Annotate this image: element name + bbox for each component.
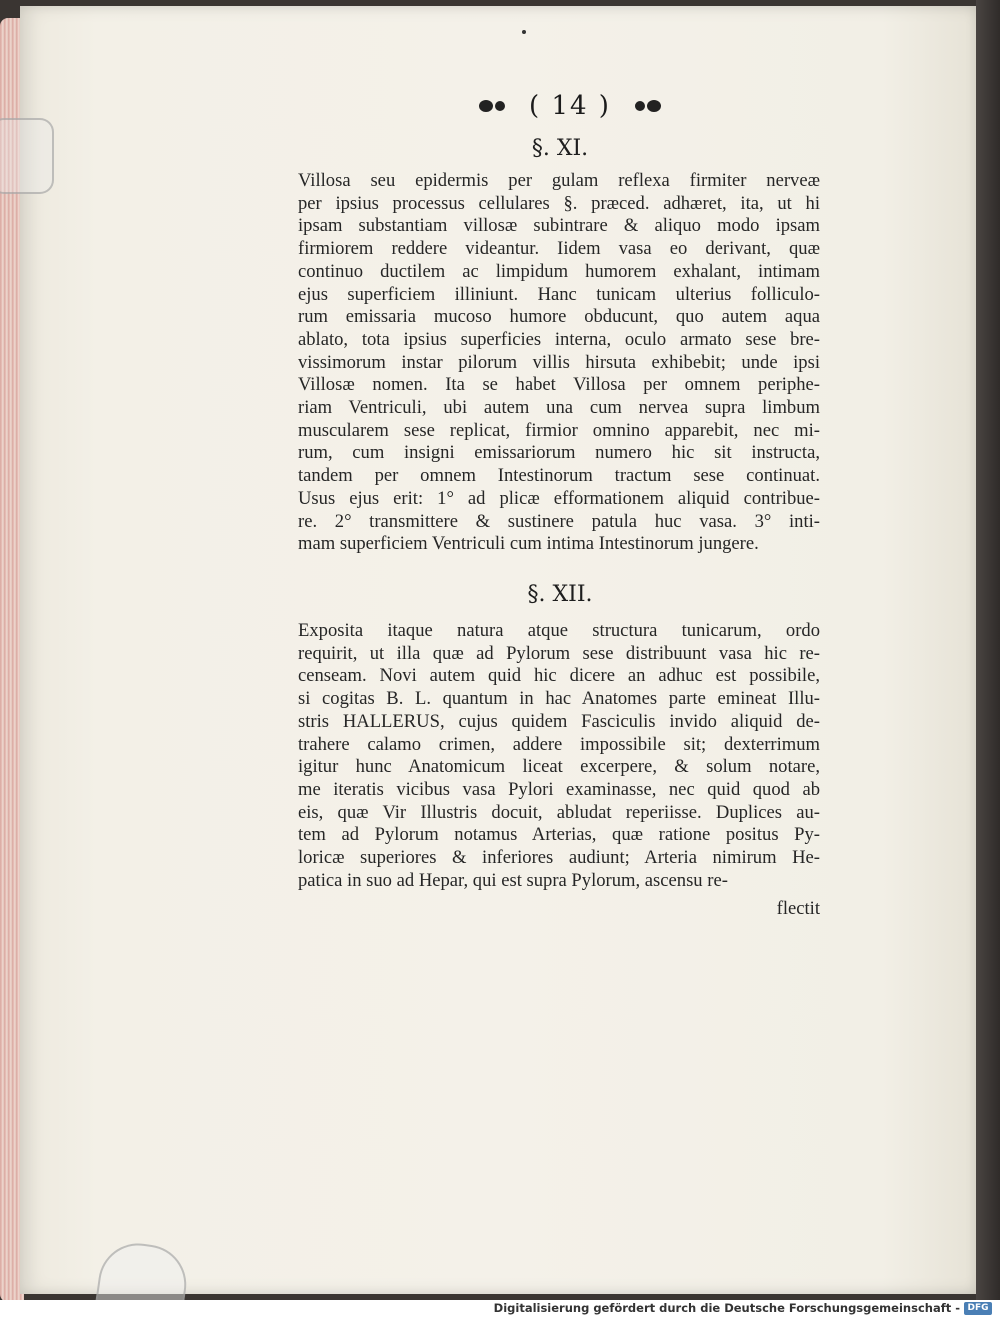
catchword: flectit [776, 898, 820, 919]
text-line: stris HALLERUS, cujus quidem Fasciculis invido aliquid de- [298, 710, 820, 732]
text-line: me iteratis vicibus vasa Pylori examinasse, nec quid quod ab [298, 778, 820, 800]
scan-border-right [976, 0, 1000, 1300]
text-line: Villosa seu epidermis per gulam reflexa firmiter nerveæ [298, 170, 820, 191]
text-line: ipsam substantiam villosæ subintrare & aliquo modo ipsam [298, 215, 820, 237]
text-line: rum, cum insigni emissariorum numero hic sit instructa, [298, 442, 820, 464]
text-line: per ipsius processus cellulares §. præced. adhæret, ita, ut hi [298, 192, 820, 214]
text-line: Usus ejus erit: 1° ad plicæ efformationem aliquid contribue- [298, 487, 820, 509]
text-line: eis, quæ Vir Illustris docuit, abludat reperiisse. Duplices au- [298, 801, 820, 823]
text-line: re. 2° transmittere & sustinere patula huc vasa. 3° inti- [298, 510, 820, 532]
text-line: trahere calamo crimen, addere impossibile sit; dexterrimum [298, 733, 820, 755]
page-header [440, 86, 700, 126]
text-line: patica in suo ad Hepar, qui est supra Pylorum, ascensu re- [298, 869, 728, 891]
text-line: Villosæ nomen. Ita se habet Villosa per omnem periphe- [298, 374, 820, 396]
text-line: muscularem sese replicat, firmior omnino apparebit, nec mi- [298, 419, 820, 441]
text-line: firmiorem reddere videantur. Iidem vasa eo derivant, quæ [298, 238, 820, 260]
section-xii-body [298, 620, 820, 892]
text-line: ablato, tota ipsius superficies interna, oculo armato sese bre- [298, 328, 820, 350]
ornament-left-icon [477, 98, 521, 114]
text-line: tandem per omnem Intestinorum tractum sese continuat. [298, 465, 820, 487]
text-line: requirit, ut illa quæ ad Pylorum sese distribuunt vasa hic re- [298, 642, 820, 664]
digitization-footer [0, 1300, 1000, 1318]
text-line: si cogitas B. L. quantum in hac Anatomes parte emineat Illu- [298, 688, 820, 710]
text-line: igitur hunc Anatomicum liceat excerpere, & solum notare, [298, 756, 820, 778]
ink-dot [522, 30, 526, 34]
page-clip-top [0, 118, 54, 194]
page-number: ( 14 ) [529, 91, 611, 121]
section-heading-xi: §. XI. [531, 136, 589, 161]
dfg-logo: DFG [964, 1302, 992, 1315]
section-xi-body [298, 170, 820, 556]
text-line: vissimorum instar pilorum villis hirsuta exhibebit; unde ipsi [298, 351, 820, 373]
text-line: censeam. Novi autem quid hic dicere an adhuc est possibile, [298, 665, 820, 687]
text-line: tem ad Pylorum notamus Arterias, quæ ratione positus Py- [298, 824, 820, 846]
text-line: rum emissaria mucoso humore obducunt, quo autem aqua [298, 306, 820, 328]
text-line: loricæ superiores & inferiores audiunt; Arteria nimirum He- [298, 847, 820, 869]
text-line: ejus superficiem illiniunt. Hanc tunicam ulterius folliculo- [298, 283, 820, 305]
text-line: riam Ventriculi, ubi autem una cum nervea supra limbum [298, 397, 820, 419]
text-line: Exposita itaque natura atque structura tunicarum, ordo [298, 620, 820, 641]
ornament-right-icon [619, 98, 663, 114]
section-heading-xii: §. XII. [527, 582, 593, 607]
text-line: mam superficiem Ventriculi cum intima Intestinorum jungere. [298, 533, 759, 555]
text-line: continuo ductilem ac limpidum humorem exhalant, intimam [298, 260, 820, 282]
footer-credit: Digitalisierung gefördert durch die Deutsche Forschungsgemeinschaft - [493, 1301, 960, 1315]
